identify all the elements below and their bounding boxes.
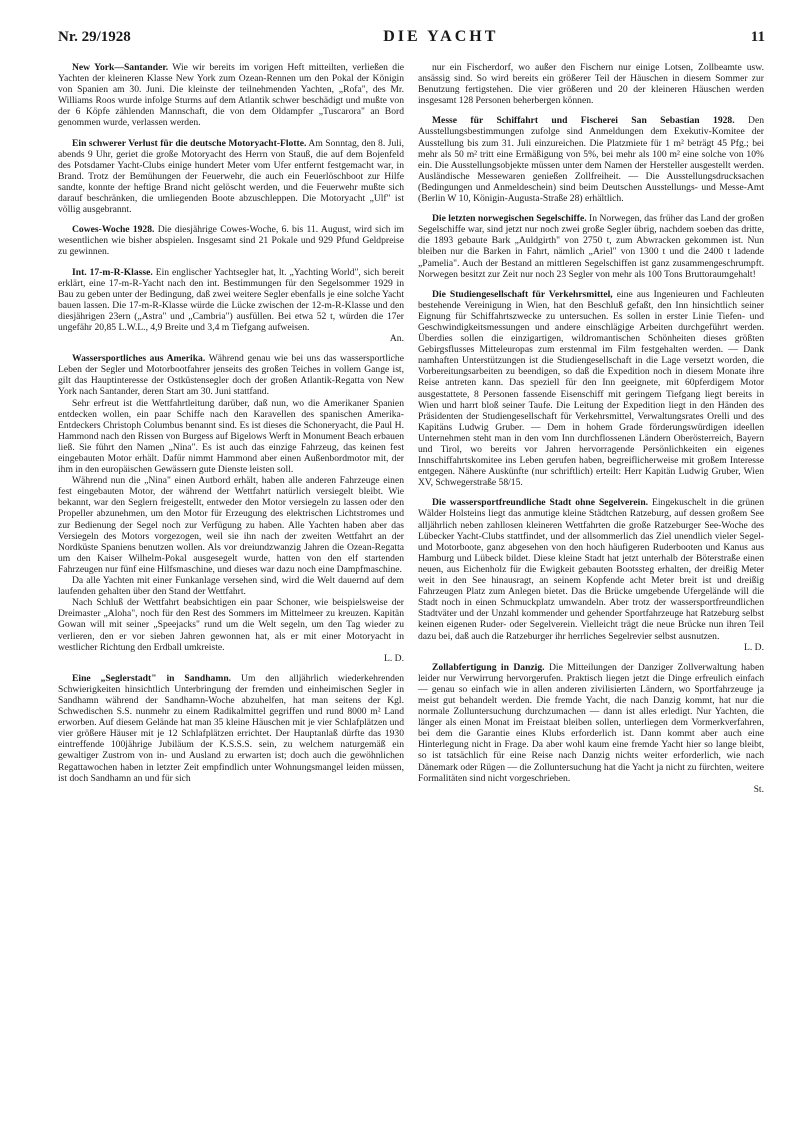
article-text: In Norwegen, das früher das Land der großen Segelschiffe war, sind jetzt nur noch zwei große Segler übrig, nachdem soeben das dritte, die 1893 gebaute Bark „Auldgirth" von 2750 t, zum Abwracken gekommen ist. Nun bleiben nur die Barken in Fahrt, nämlich „Ariel" von 1300 t und die 2400 t ladende „Pamelia". Auch der Bestand an mittleren Segelschiffen ist ganz zusammengeschrumpft. Norwegen besitzt zur Zeit nur noch 23 Segler von mehr als 100 Tons Bruttoraumgehalt! — [418, 213, 764, 280]
article-text: Die diesjährige Cowes-Woche, 6. bis 11. August, wird sich im wesentlichen wie bisher abspielen. Insgesamt sind 21 Pokale und 929 Pfund Geldpreise zu gewinnen. — [58, 224, 404, 258]
article-title: Wassersportliches aus Amerika. — [72, 353, 206, 365]
article-text: Eingekuschelt in die grünen Wälder Holsteins liegt das anmutige kleine Städtchen Ratzeburg, auf dessen großem See alljährlich neben zahllosen kleineren Wettfahrten die große Ratzeburger See-Woche des Lübecker Yacht-Clubs stattfindet, und der allsommerlich das Ziel unendlich vieler Segel- und Motorboote, ganz abgesehen von den hoch häufigeren Ruderbooten und Kanus aus Hamburg und Lübeck bildet. Diese kleine Stadt hat jetzt unterhalb der Böterstraße einen neuen, aus Eichenholz für die Ewigkeit gebauten Bootssteg erhalten, der dreißig Meter weit in den See hinausragt, an seinem Kopfende acht Meter breit ist und dreißig Fahrzeugen Platz zum Anlegen bietet. Das die Brücke umgebende Ufergelände will die Stadt noch in einen Schmuckplatz umwandeln. Aber trotz der wassersportfreundlichen Stadtväter und der Unzahl kommender und gehender Sportfahrzeuge hat Ratzeburg selbst keinen eigenen Ruder- oder Segelverein. Vielleicht trägt die neue Brücke nun ihren Teil dazu bei, daß auch die Ratzeburger ihr herrliches Segelrevier selbst ausnutzen. — [418, 497, 764, 642]
article-title: Die Studiengesellschaft für Verkehrsmittel, — [432, 288, 613, 300]
article-text: Um den alljährlich wiederkehrenden Schwierigkeiten hinsichtlich Unterbringung der fremden und einheimischen Segler in Sandhamn während der Sandhamn-Woche abzuhelfen, hat man seitens der Kgl. Schwedischen S.S. nunmehr zu einem Radikalmittel gegriffen und rund 8000 m² Land erworben. Auf diesem Gelände hat man 35 kleine Häuschen mit je vier Schlafplätzen und vier größere Häuser mit je 12 Schlafplätzen errichtet. Der Hauptanlaß dürfte das 1930 eintreffende 100jährige Jubiläum der K.S.S.S. sein, zu welchem naturgemäß ein gewaltiger Zustrom von in- und Ausland zu erwarten ist; doch auch die gewöhnlichen Regattawochen haben in letzter Zeit empfindlich unter Wohnungsmangel leiden müssen, ist doch Sandhamn an und für sich — [58, 672, 404, 784]
article — [418, 497, 764, 652]
article-title: Int. 17-m-R-Klasse. — [72, 266, 153, 278]
article-title: Messe für Schiffahrt und Fischerei San Sebastian 1928. — [432, 115, 735, 127]
right-column — [418, 62, 764, 804]
article-paragraph — [418, 62, 764, 106]
article-title: Zollabfertigung in Danzig. — [432, 661, 545, 673]
article-paragraph — [58, 575, 404, 597]
article — [418, 115, 764, 204]
article-paragraph — [418, 115, 764, 204]
article — [418, 662, 764, 795]
article-text: Da alle Yachten mit einer Funkanlage versehen sind, wird die Welt dauernd auf dem laufenden gehalten über den Stand der Wettfahrt. — [58, 575, 404, 598]
article — [58, 673, 404, 784]
article-text: Den Ausstellungsbestimmungen zufolge sind Anmeldungen dem Exekutiv-Komitee der Ausstellung bis zum 31. Juli einzureichen. Die Platzmiete für 1 m² beträgt 45 Pfg.; bei mehr als 50 m² tritt eine Ermäßigung von 5%, bei mehr als 100 m² eine solche von 10% ein. Die Ausstellungsobjekte müssen unter dem Namen der Hersteller ausgestellt werden. Ausländische Messewaren genießen Zollfreiheit. — Die Ausstellungsdrucksachen (Bedingungen und Anmeldeschein) sind beim Deutschen Ausstellungs- und Messe-Amt (Berlin W 10, Königin-Augusta-Straße 28) erhältlich. — [418, 115, 764, 205]
issue-number: Nr. 29/1928 — [58, 29, 131, 45]
article-text: Während genau wie bei uns das wassersportliche Leben der Segler und Motorbootfahrer jenseits des großen Teiches in vollem Gange ist, gilt das Hauptinteresse der Ostküstensegler doch der großen Atlantik-Regatta von New York nach Santander, deren Start am 30. Juni stattfand. — [58, 353, 404, 398]
article — [58, 353, 404, 664]
article — [58, 138, 404, 216]
article-paragraph — [58, 597, 404, 652]
article-title: New York—Santander. — [72, 62, 169, 73]
article-paragraph — [58, 267, 404, 334]
article — [58, 62, 404, 129]
article — [58, 224, 404, 257]
article-paragraph — [58, 224, 404, 257]
article-signature: L. D. — [744, 641, 764, 653]
article — [418, 213, 764, 280]
article-text: Die Mitteilungen der Danziger Zollverwaltung haben leider nur Verwirrung hervorgerufen. Praktisch liegen jetzt die Dinge erfreulich einfach — genau so einfach wie in allen anderen zivilisierten Ländern, wo Sportfahrzeuge ja meist gut behandelt werden. Die fremde Yacht, die nach Danzig kommt, hat nur die normale Zolluntersuchung durchzumachen — dann ist alles erledigt. Nur Yachten, die länger als einen Monat im Freistaat bleiben sollen, unterliegen dem Vormerkverfahren, bei dem die Garantie eines Klubs erforderlich ist. Dann kommt aber auch eine Hinterlegung nicht in Frage. Da aber wohl kaum eine fremde Yacht hier so lange bleibt, so ist tatsächlich für eine Reise nach Danzig nichts weiter erforderlich, wie nach Dänemark oder Rügen — die Zolluntersuchung hat die Yacht ja nicht zu fürchten, weitere Formalitäten sind nicht vorgeschrieben. — [418, 661, 764, 784]
page-header — [58, 28, 765, 54]
article-text: Wie wir bereits im vorigen Heft mitteilten, verließen die Yachten der kleineren Klasse New York zum Ozean-Rennen um den Pokal der Königin von Spanien am 30. Juni. Die kleinste der teilnehmenden Yachten, „Rofa", des Mr. Williams Roos wurde infolge Sturms auf dem Atlantik schwer beschädigt und mußte von der 6 Köpfe zählenden Mannschaft, die von dem Oldampfer „Tuscarora" an Bord genommen wurde, verlassen werden. — [58, 62, 404, 129]
article-title: Eine „Seglerstadt" in Sandhamn. — [72, 672, 232, 684]
article-signature: St. — [753, 783, 764, 795]
magazine-title: DIE YACHT — [383, 28, 499, 45]
article-text: Am Sonntag, den 8. Juli, abends 9 Uhr, geriet die große Motoryacht des Herrn von Stauß, die auf dem Bojenfeld des Potsdamer Yacht-Clubs einige hundert Meter vom Ufer entfernt festgemacht war, in Brand. Trotz der Bemühungen der Feuerwehr, die auch ein Feuerlöschboot zur Hilfe sandte, konnte der heftige Brand nicht gelöscht werden, und die Feuerwehr mußte sich darauf beschränken, die umliegenden Boote abzuschleppen. Die Motoryacht „Ulf" ist völlig ausgebrannt. — [58, 137, 404, 216]
article-text: Sehr erfreut ist die Wettfahrtleitung darüber, daß nun, wo die Amerikaner Spanien entdecken wollen, ein paar Schiffe nach den Karavellen des spanischen Amerika-Entdeckers Christoph Columbus benannt sind. Es ist dieses die Schoneryacht, die Paul H. Hammond nach den Rissen von Burgess auf Bigelows Werft in Monument Beach erbauen ließ. Sie führt den Namen „Nina". Es ist auch das einzige Fahrzeug, das keinen fest eingebauten Motor erhält. Dafür nimmt Hammond aber einen Außenbordmotor mit, der ihm in den europäischen Gewässern gute Dienste leisten soll. — [58, 397, 404, 476]
article-signature: An. — [389, 333, 404, 345]
page-number: 11 — [750, 29, 765, 45]
article-paragraph — [58, 398, 404, 476]
article-paragraph — [58, 138, 404, 216]
article-paragraph — [58, 353, 404, 397]
article-text: nur ein Fischerdorf, wo außer den Fischern nur einige Lotsen, Zollbeamte usw. ansässig sind. So wird bereits ein größerer Teil der Häuschen in diesem Sommer zur Benutzung fertigstehen. Die vier größeren und 20 der kleineren Häuschen werden insgesamt 128 Personen beherbergen können. — [418, 62, 764, 107]
article-paragraph — [58, 62, 404, 129]
article-title: Die letzten norwegischen Segelschiffe. — [432, 213, 587, 225]
left-column — [58, 62, 404, 804]
article-text: eine aus Ingenieuren und Fachleuten bestehende Vereinigung in Wien, hat den Beschluß gefaßt, den Inn hinsichtlich seiner Eignung für Schiffahrtszwecke zu untersuchen. Es sollen in erster Linie Tiefen- und Geschwindigkeitsmessungen und andere einschlägige Arbeiten durchgeführt werden. Überdies sollen die einzigartigen, wildromantischen Schönheiten dieses größten Gebirgsflusses Mitteleuropas zum erstenmal im Film festgehalten werden. — Dank namhaften Unterstützungen ist die Studiengesellschaft in die Lage versetzt worden, die Vorbereitungsarbeiten zu beendigen, so daß die Expedition noch in diesem Monate ihre Reise antreten kann. Das speziell für den Inn geeignete, mit 60pferdigem Motor ausgestattete, 8 Personen fassende Eisenschiff mit geringem Tiefgang liegt bereits in Wien und harrt bloß seiner Taufe. Die Leitung der Expedition liegt in den Händen des Präsidenten der Studiengesellschaft für Verkehrsmittel, Verwaltungsrates Orelli und des Kapitäns Ludwig Gruber. — Dem in hohem Grade förderungswürdigen ideellen Unternehmen steht man in den vom Inn durchflossenen Ländern Oberösterreich, Bayern und Tirol, wo bereits vor Jahren hervorragende Persönlichkeiten ein eigenes Innschiffahrtskomitee ins Leben gerufen haben, begreiflicherweise mit großem Interesse entgegen. Nähere Auskünfte (nur schriftlich) erteilt: Herr Kapitän Ludwig Gruber, Wien XV, Schwegerstraße 58/15. — [418, 288, 765, 489]
article-paragraph — [418, 213, 764, 280]
article — [418, 289, 764, 489]
article-title: Die wassersportfreundliche Stadt ohne Segelverein. — [432, 497, 649, 509]
article — [418, 62, 764, 106]
article-paragraph — [418, 497, 764, 641]
article-title: Ein schwerer Verlust für die deutsche Motoryacht-Flotte. — [72, 137, 307, 149]
article — [58, 267, 404, 345]
article-paragraph — [418, 662, 764, 784]
article-paragraph — [418, 289, 764, 489]
article-text: Nach Schluß der Wettfahrt beabsichtigen ein paar Schoner, wie beispielsweise der Dreimaster „Aloha", noch für den Rest des Sommers im Mittelmeer zu kreuzen. Kapitän Gowan will mit seiner „Speejacks" rund um die Welt segeln, um den Tag wieder zu verlieren, den er vor sieben Jahren gewonnen hat, als er mit einer Motoryacht in westlicher Richtung den Erdball umkreiste. — [58, 597, 404, 653]
article-text: Während nun die „Nina" einen Autbord erhält, haben alle anderen Fahrzeuge einen fest eingebauten Motor, der während der Wettfahrt natürlich versiegelt bleibt. Wie bekannt, war den Seglern freigestellt, entweder den Motor versiegeln zu lassen oder den Propeller abzunehmen, um den Motor für Erzeugung des elektrischen Lichtstromes und zur Bedienung der Segel noch zur Verfügung zu haben. Alle Yachten haben aber das Versiegeln des Motors vorgezogen, weil sie ihn nach der zweiten Wettfahrt an der Nordküste Spaniens benutzen wollen. Als vor dreiundzwanzig Jahren die Ozean-Regatta um den Kaiser Wilhelm-Pokal ausgesegelt wurde, hatten von den elf startenden Fahrzeugen nur fünf eine Hilfsmaschine, und dieses war dazu noch eine Dampfmaschine. — [58, 475, 404, 575]
article-columns — [58, 62, 765, 804]
article-title: Cowes-Woche 1928. — [72, 224, 155, 236]
article-paragraph — [58, 673, 404, 784]
article-text: Ein englischer Yachtsegler hat, lt. „Yachting World", sich bereit erklärt, eine 17-m-R-Yacht nach den int. Bestimmungen für den Segelsommer 1929 in Bau zu geben unter der Bedingung, daß zwei weitere Segler ebenfalls je eine solche Yacht bauen lassen. Die 17-m-R-Klasse würde die Lücke zwischen der 12-m-R-Klasse und den diesjährigen 23ern („Astra" und „Cambria") ausfüllen. Bei etwa 52 t, würden die 17er ungefähr 20,85 L.W.L., 4,9 Breite und 3,4 m Tiefgang aufweisen. — [58, 266, 404, 333]
article-signature: L. D. — [384, 652, 404, 664]
article-paragraph — [58, 475, 404, 575]
